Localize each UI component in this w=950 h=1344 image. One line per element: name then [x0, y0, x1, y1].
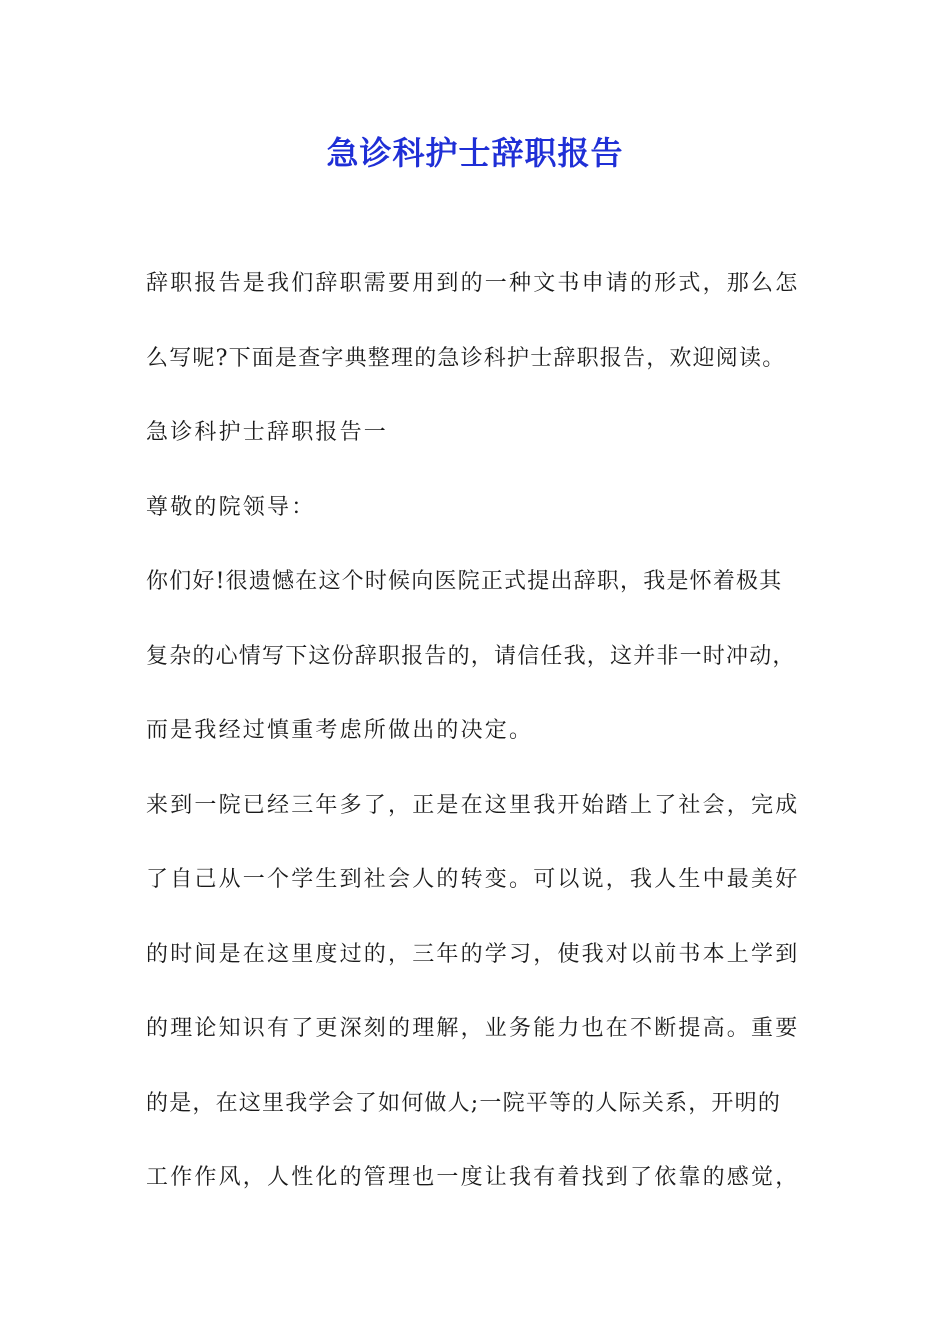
paragraph-line: 工作作风，人性化的管理也一度让我有着找到了依靠的感觉， — [146, 1165, 800, 1190]
paragraph-line: 么写呢?下面是查字典整理的急诊科护士辞职报告，欢迎阅读。 — [146, 345, 786, 371]
document-title: 急诊科护士辞职报告 — [326, 134, 624, 172]
paragraph-line: 复杂的心情写下这份辞职报告的，请信任我，这并非一时冲动， — [146, 643, 796, 669]
paragraph-line: 的理论知识有了更深刻的理解，业务能力也在不断提高。重要 — [146, 1016, 800, 1041]
paragraph-line: 辞职报告是我们辞职需要用到的一种文书申请的形式，那么怎 — [146, 271, 800, 296]
paragraph-line: 的时间是在这里度过的，三年的学习，使我对以前书本上学到 — [146, 941, 800, 967]
paragraph-line: 你们好!很遗憾在这个时候向医院正式提出辞职，我是怀着极其 — [146, 569, 783, 594]
paragraph-line: 了自己从一个学生到社会人的转变。可以说，我人生中最美好 — [146, 867, 800, 892]
salutation: 尊敬的院领导： — [146, 494, 316, 520]
paragraph-line: 的是，在这里我学会了如何做人;一院平等的人际关系，开明的 — [146, 1090, 782, 1116]
document-body — [146, 262, 826, 1231]
section-heading: 急诊科护士辞职报告一 — [146, 420, 389, 445]
paragraph-line: 来到一院已经三年多了，正是在这里我开始踏上了社会，完成 — [146, 792, 800, 818]
paragraph-line: 而是我经过慎重考虑所做出的决定。 — [146, 718, 534, 743]
